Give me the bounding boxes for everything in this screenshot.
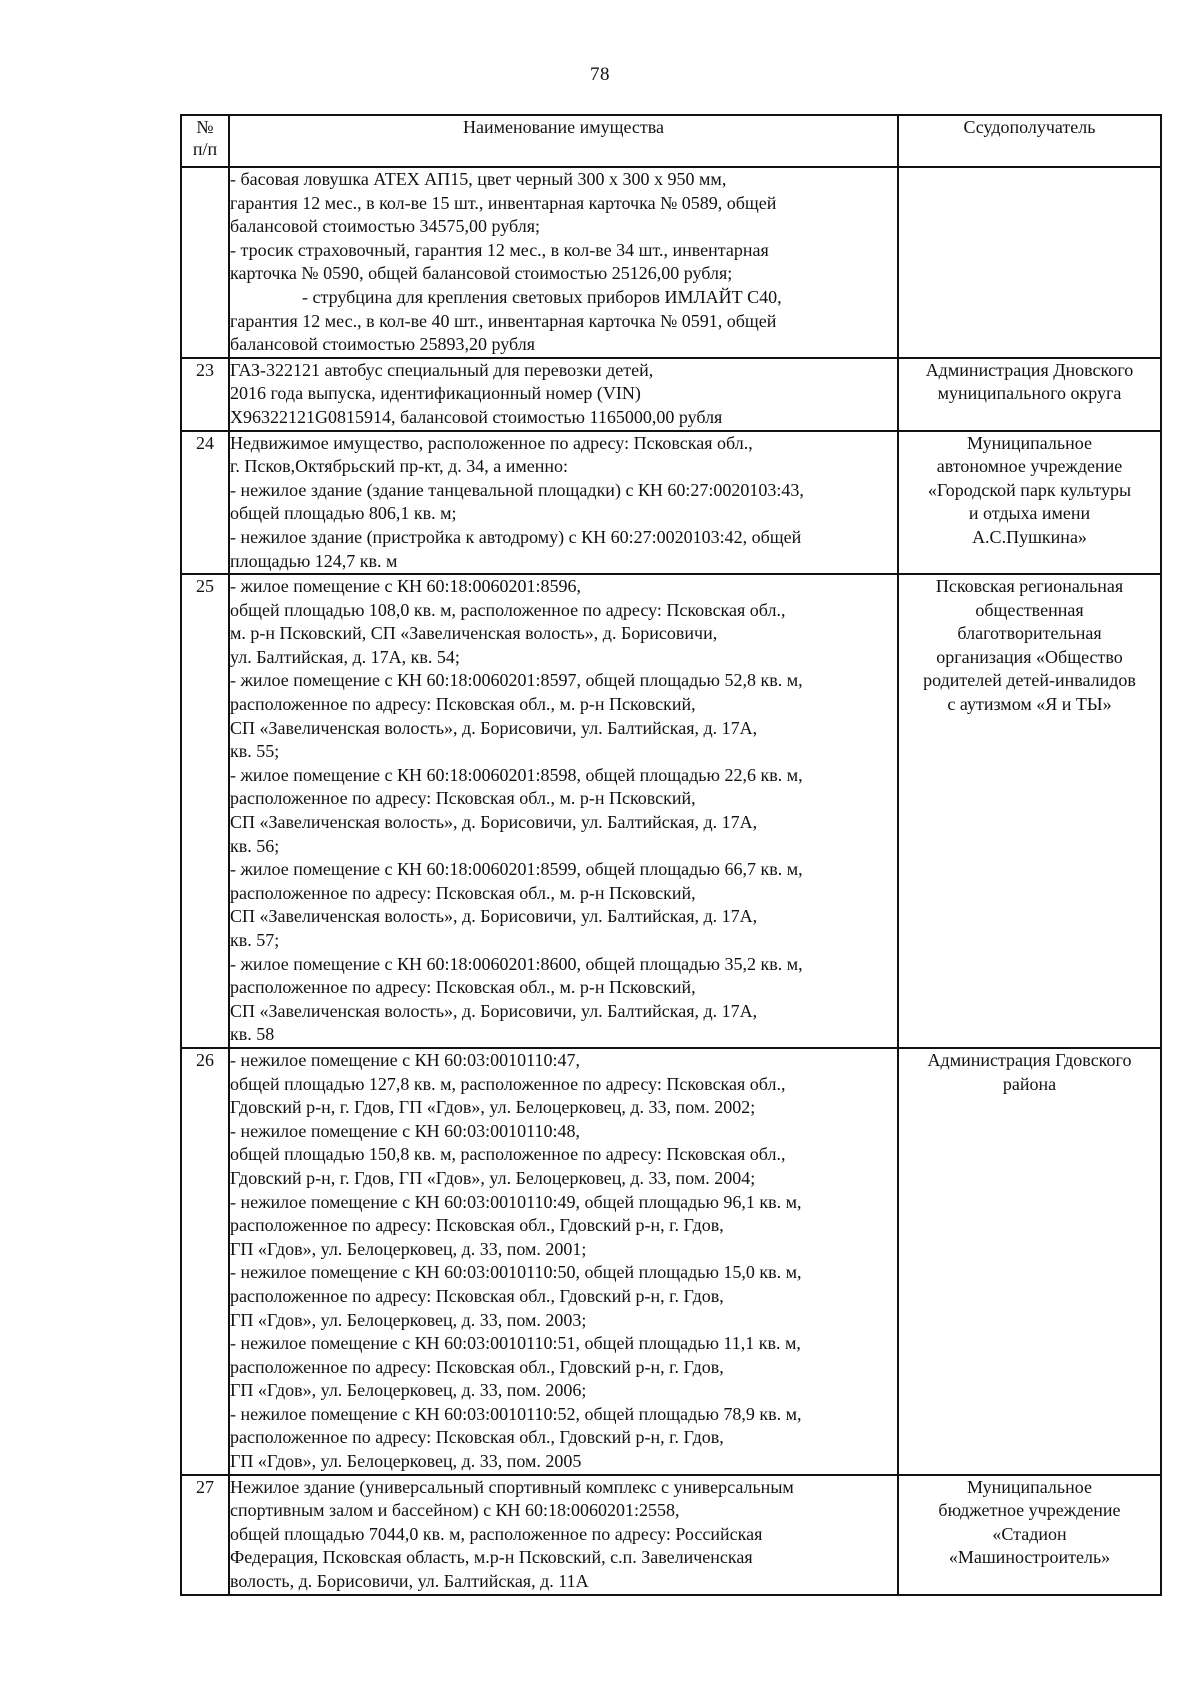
description-line: Нежилое здание (универсальный спортивный комплекс с универсальным xyxy=(230,1476,794,1497)
property-description xyxy=(229,1048,898,1475)
description-line: - нежилое помещение с КН 60:03:0010110:47, xyxy=(230,1049,580,1070)
recipient xyxy=(898,1475,1161,1595)
description-line: СП «Завеличенская волость», д. Борисовичи, ул. Балтийская, д. 17А, xyxy=(230,906,758,927)
recipient-line: А.С.Пушкина» xyxy=(972,526,1087,547)
description-line: расположенное по адресу: Псковская обл., Гдовский р-н, г. Гдов, xyxy=(230,1215,724,1236)
property-description xyxy=(229,431,898,575)
description-line: - нежилое помещение с КН 60:03:0010110:49, общей площадью 96,1 кв. м, xyxy=(230,1191,802,1212)
description-line: 2016 года выпуска, идентификационный номер (VIN) xyxy=(230,383,641,404)
header-number-symbol: № xyxy=(196,117,214,137)
description-line: кв. 58 xyxy=(230,1024,275,1045)
description-line: - жилое помещение с КН 60:18:0060201:8596, xyxy=(230,576,582,597)
header-number-abbrev: п/п xyxy=(192,139,218,159)
description-line: ГП «Гдов», ул. Белоцерковец, д. 33, пом. 2003; xyxy=(230,1309,587,1330)
description-line: расположенное по адресу: Псковская обл., Гдовский р-н, г. Гдов, xyxy=(230,1285,724,1306)
property-description xyxy=(229,574,898,1048)
table-body xyxy=(181,167,1161,1595)
description-line: Гдовский р-н, г. Гдов, ГП «Гдов», ул. Белоцерковец, д. 33, пом. 2004; xyxy=(230,1167,756,1188)
property-table xyxy=(180,114,1162,1596)
description-line: м. р-н Псковский, СП «Завеличенская волость», д. Борисовичи, xyxy=(230,623,718,644)
description-line: ГП «Гдов», ул. Белоцерковец, д. 33, пом. 2001; xyxy=(230,1238,587,1259)
description-line: расположенное по адресу: Псковская обл., м. р-н Псковский, xyxy=(230,694,696,715)
table-header-row xyxy=(181,115,1161,167)
recipient-line: Муниципальное xyxy=(967,1476,1092,1497)
recipient xyxy=(898,431,1161,575)
recipient-line: Псковская региональная xyxy=(935,576,1124,597)
recipient-line: и отдыха имени xyxy=(968,503,1091,524)
description-line: г. Псков,Октябрьский пр-кт, д. 34, а именно: xyxy=(230,456,569,477)
description-line: общей площадью 7044,0 кв. м, расположенное по адресу: Российская xyxy=(230,1523,763,1544)
recipient-line: «Машиностроитель» xyxy=(948,1547,1111,1568)
description-line: расположенное по адресу: Псковская обл., Гдовский р-н, г. Гдов, xyxy=(230,1356,724,1377)
row-number: 27 xyxy=(181,1475,229,1595)
description-line: - нежилое здание (пристройка к автодрому) с КН 60:27:0020103:42, общей xyxy=(230,526,802,547)
description-line: балансовой стоимостью 25893,20 рубля xyxy=(230,334,536,355)
row-number xyxy=(181,167,229,358)
description-line: Федерация, Псковская область, м.р-н Псковский, с.п. Завеличенская xyxy=(230,1547,753,1568)
description-line: карточка № 0590, общей балансовой стоимостью 25126,00 рубля; xyxy=(230,263,733,284)
recipient-line: организация «Общество xyxy=(936,646,1123,667)
table-row xyxy=(181,574,1161,1048)
description-line: - нежилое помещение с КН 60:03:0010110:50, общей площадью 15,0 кв. м, xyxy=(230,1262,802,1283)
description-line: - жилое помещение с КН 60:18:0060201:8599, общей площадью 66,7 кв. м, xyxy=(230,859,803,880)
description-line: - жилое помещение с КН 60:18:0060201:8598, общей площадью 22,6 кв. м, xyxy=(230,764,803,785)
description-line: спортивным залом и бассейном) с КН 60:18:0060201:2558, xyxy=(230,1500,680,1521)
description-line: кв. 55; xyxy=(230,741,280,762)
property-description xyxy=(229,1475,898,1595)
description-line: гарантия 12 мес., в кол-ве 40 шт., инвентарная карточка № 0591, общей xyxy=(230,310,777,331)
description-line: Гдовский р-н, г. Гдов, ГП «Гдов», ул. Белоцерковец, д. 33, пом. 2002; xyxy=(230,1097,756,1118)
table-row xyxy=(181,1475,1161,1595)
description-line: - нежилое помещение с КН 60:03:0010110:52, общей площадью 78,9 кв. м, xyxy=(230,1403,802,1424)
description-line: - жилое помещение с КН 60:18:0060201:8597, общей площадью 52,8 кв. м, xyxy=(230,670,803,691)
row-number: 23 xyxy=(181,358,229,431)
description-line: - струбцина для крепления световых приборов ИМЛАЙТ С40, xyxy=(302,286,782,307)
description-line: общей площадью 108,0 кв. м, расположенное по адресу: Псковская обл., xyxy=(230,599,786,620)
header-property-name: Наименование имущества xyxy=(229,115,898,167)
recipient-line: с аутизмом «Я и ТЫ» xyxy=(947,694,1112,715)
description-line: общей площадью 806,1 кв. м; xyxy=(230,503,457,524)
description-line: балансовой стоимостью 34575,00 рубля; xyxy=(230,216,541,237)
description-line: ул. Балтийская, д. 17А, кв. 54; xyxy=(230,646,460,667)
description-line: - нежилое помещение с КН 60:03:0010110:51, общей площадью 11,1 кв. м, xyxy=(230,1333,801,1354)
description-line: кв. 56; xyxy=(230,835,280,856)
description-line: расположенное по адресу: Псковская обл., м. р-н Псковский, xyxy=(230,882,696,903)
recipient-line: Администрация Дновского xyxy=(925,359,1134,380)
row-number: 25 xyxy=(181,574,229,1048)
description-line: X96322121G0815914, балансовой стоимостью 1165000,00 рубля xyxy=(230,406,723,427)
description-line: ГП «Гдов», ул. Белоцерковец, д. 33, пом. 2006; xyxy=(230,1380,587,1401)
description-line: ГП «Гдов», ул. Белоцерковец, д. 33, пом. 2005 xyxy=(230,1451,582,1472)
description-line: гарантия 12 мес., в кол-ве 15 шт., инвентарная карточка № 0589, общей xyxy=(230,192,777,213)
recipient xyxy=(898,574,1161,1048)
recipient-line: муниципального округа xyxy=(937,383,1122,404)
description-line: - нежилое помещение с КН 60:03:0010110:48, xyxy=(230,1120,580,1141)
recipient-line: Муниципальное xyxy=(967,432,1092,453)
property-description xyxy=(229,167,898,358)
recipient-line: «Городской парк культуры xyxy=(927,479,1132,500)
recipient-line: района xyxy=(1002,1073,1057,1094)
header-number xyxy=(181,115,229,167)
description-line: расположенное по адресу: Псковская обл., Гдовский р-н, г. Гдов, xyxy=(230,1427,724,1448)
description-line: кв. 57; xyxy=(230,930,280,950)
description-line: - басовая ловушка АТЕХ АП15, цвет черный 300 х 300 х 950 мм, xyxy=(230,169,727,189)
recipient-line: бюджетное учреждение xyxy=(938,1500,1121,1521)
row-number: 24 xyxy=(181,431,229,575)
row-number: 26 xyxy=(181,1048,229,1475)
description-line: ГАЗ-322121 автобус специальный для перевозки детей, xyxy=(230,359,654,380)
description-line: общей площадью 150,8 кв. м, расположенное по адресу: Псковская обл., xyxy=(230,1144,786,1165)
table-row xyxy=(181,167,1161,358)
description-line: - жилое помещение с КН 60:18:0060201:8600, общей площадью 35,2 кв. м, xyxy=(230,953,803,974)
table-row xyxy=(181,1048,1161,1475)
recipient xyxy=(898,1048,1161,1475)
recipient-line: автономное учреждение xyxy=(936,456,1123,477)
description-line: - нежилое здание (здание танцевальной площадки) с КН 60:27:0020103:43, xyxy=(230,479,804,500)
description-line: СП «Завеличенская волость», д. Борисовичи, ул. Балтийская, д. 17А, xyxy=(230,717,758,738)
description-line: - тросик страховочный, гарантия 12 мес., в кол-ве 34 шт., инвентарная xyxy=(230,239,769,260)
recipient-line: общественная xyxy=(975,599,1084,620)
table-row xyxy=(181,358,1161,431)
recipient-line: Администрация Гдовского xyxy=(927,1049,1132,1070)
description-line: расположенное по адресу: Псковская обл., м. р-н Псковский, xyxy=(230,977,696,998)
description-line: СП «Завеличенская волость», д. Борисовичи, ул. Балтийская, д. 17А, xyxy=(230,1000,758,1021)
description-line: площадью 124,7 кв. м xyxy=(230,550,398,571)
property-description xyxy=(229,358,898,431)
header-recipient: Ссудополучатель xyxy=(898,115,1161,167)
recipient xyxy=(898,358,1161,431)
page-number: 78 xyxy=(590,64,610,85)
recipient-line: родителей детей-инвалидов xyxy=(923,670,1136,691)
description-line: Недвижимое имущество, расположенное по адресу: Псковская обл., xyxy=(230,432,753,453)
recipient-line: благотворительная xyxy=(957,623,1102,644)
recipient xyxy=(898,167,1161,358)
description-line: общей площадью 127,8 кв. м, расположенное по адресу: Псковская обл., xyxy=(230,1073,786,1094)
table-row xyxy=(181,431,1161,575)
description-line: СП «Завеличенская волость», д. Борисовичи, ул. Балтийская, д. 17А, xyxy=(230,812,758,833)
description-line: расположенное по адресу: Псковская обл., м. р-н Псковский, xyxy=(230,788,696,809)
recipient-line: «Стадион xyxy=(992,1523,1067,1544)
description-line: волость, д. Борисовичи, ул. Балтийская, д. 11А xyxy=(230,1571,589,1592)
